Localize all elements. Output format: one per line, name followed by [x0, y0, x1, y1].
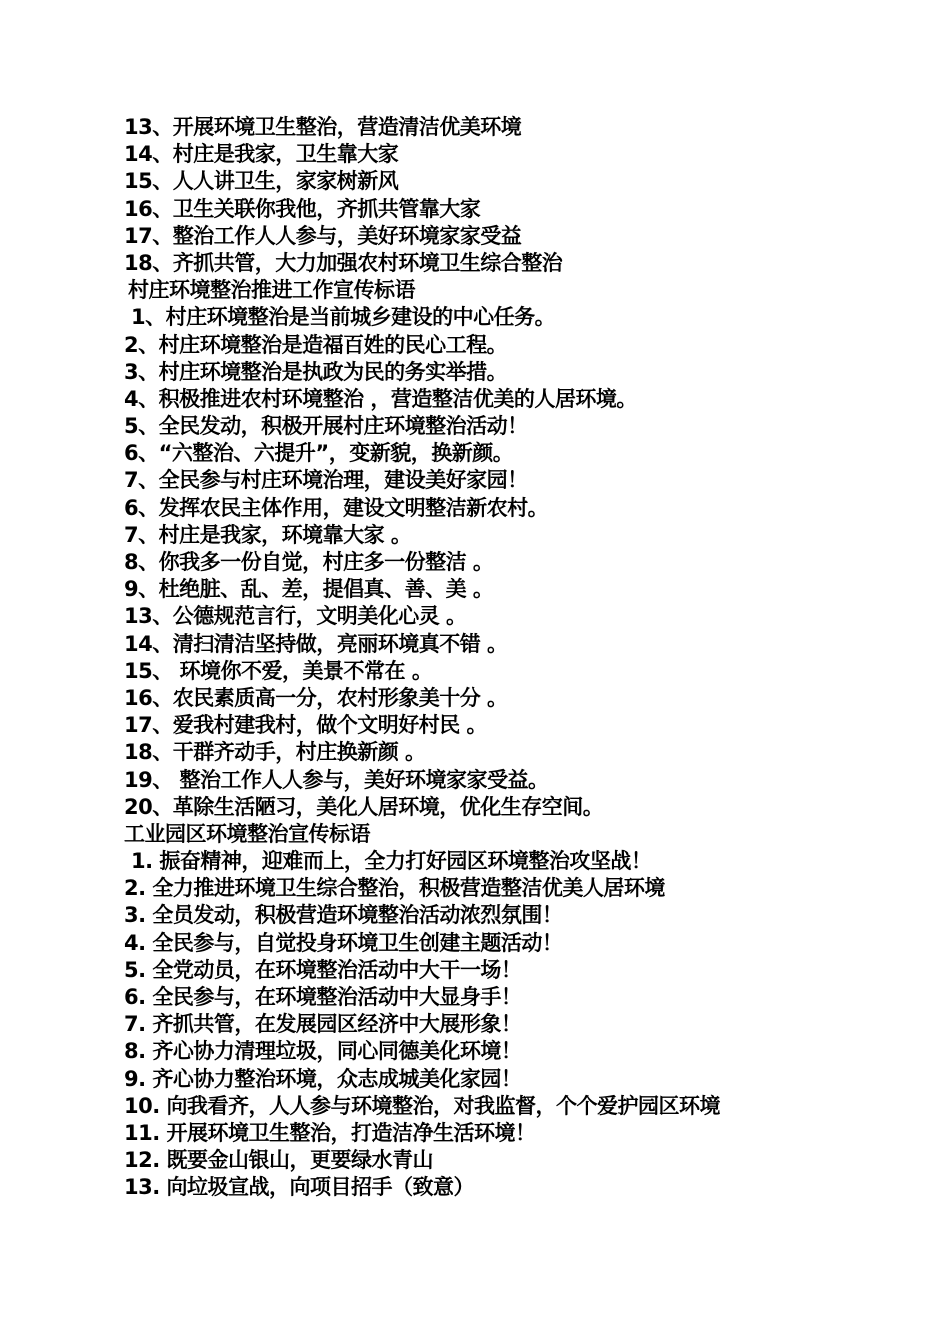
slogan-line: 16、卫生关联你我他，齐抓共管靠大家: [124, 196, 481, 221]
slogan-line: 3. 全员发动，积极营造环境整治活动浓烈氛围！: [124, 903, 563, 928]
slogan-line: 11. 开展环境卫生整治，打造洁净生活环境！: [124, 1120, 536, 1145]
slogan-line: 7、全民参与村庄环境治理，建设美好家园！: [124, 468, 528, 493]
slogan-line: 8、你我多一份自觉，村庄多一份整洁 。: [124, 550, 494, 574]
slogan-line: 20、革除生活陋习，美化人居环境，优化生存空间。: [124, 794, 604, 819]
slogan-line: 14、村庄是我家，卫生靠大家: [124, 142, 399, 167]
slogan-line: 9、杜绝脏、乱、差，提倡真、善、美 。: [124, 577, 494, 602]
slogan-line: 1. 振奋精神，迎难而上，全力打好园区环境整治攻坚战！: [131, 849, 652, 874]
slogan-line: 16、农民素质高一分，农村形象美十分 。: [124, 685, 508, 710]
slogan-line: 2. 全力推进环境卫生综合整治，积极营造整洁优美人居环境: [124, 876, 665, 901]
section-heading-village: 村庄环境整治推进工作宣传标语: [128, 278, 415, 303]
slogan-line: 6. 全民参与，在环境整治活动中大显身手！: [124, 985, 522, 1009]
slogan-line: 4. 全民参与，自觉投身环境卫生创建主题活动！: [124, 930, 563, 955]
slogan-line: 5. 全党动员，在环境整治活动中大干一场！: [124, 957, 522, 982]
slogan-line: 18、齐抓共管，大力加强农村环境卫生综合整治: [124, 250, 563, 275]
slogan-line: 7. 齐抓共管，在发展园区经济中大展形象！: [124, 1012, 522, 1037]
slogan-line: 12. 既要金山银山，更要绿水青山: [124, 1148, 434, 1173]
slogan-line: 17、爱我村建我村，做个文明好村民 。: [124, 713, 488, 738]
section-heading-industrial: 工业园区环境整治宣传标语: [124, 821, 370, 846]
slogan-line: 14、清扫清洁坚持做，亮丽环境真不错 。: [124, 631, 508, 656]
slogan-line: 2、村庄环境整治是造福百姓的民心工程。: [124, 332, 508, 357]
slogan-line: 13、公德规范言行，文明美化心灵 。: [124, 604, 467, 629]
slogan-line: 1、村庄环境整治是当前城乡建设的中心任务。: [131, 305, 556, 330]
slogan-line: 8. 齐心协力清理垃圾，同心同德美化环境！: [124, 1039, 522, 1064]
slogan-line: 15、 环境你不爱，美景不常在 。: [124, 658, 433, 683]
slogan-line: 6、发挥农民主体作用，建设文明整洁新农村。: [124, 495, 549, 520]
slogan-line: 19、 整治工作人人参与，美好环境家家受益。: [124, 767, 549, 792]
slogan-line: 15、人人讲卫生，家家树新风: [124, 169, 399, 194]
slogan-line: 4、积极推进农村环境整治 ，营造整洁优美的人居环境。: [124, 386, 637, 411]
slogan-line: 7、村庄是我家，环境靠大家 。: [124, 522, 412, 547]
slogan-line: 18、干群齐动手，村庄换新颜 。: [124, 740, 426, 765]
slogan-list: [124, 114, 924, 1202]
slogan-line: 9. 齐心协力整治环境，众志成城美化家园！: [124, 1066, 522, 1091]
slogan-line: 10. 向我看齐，人人参与环境整治，对我监督，个个爱护园区环境: [124, 1093, 721, 1118]
slogan-line: 13、开展环境卫生整治，营造清洁优美环境: [124, 115, 522, 139]
slogan-line: 13. 向垃圾宣战，向项目招手（致意）: [124, 1175, 475, 1200]
slogan-line: 6、“六整治、六提升”，变新貌，换新颜。: [124, 441, 514, 466]
slogan-line: 3、村庄环境整治是执政为民的务实举措。: [124, 359, 508, 384]
slogan-line: 5、全民发动，积极开展村庄环境整治活动！: [124, 414, 528, 439]
slogan-line: 17、整治工作人人参与，美好环境家家受益: [124, 223, 522, 248]
